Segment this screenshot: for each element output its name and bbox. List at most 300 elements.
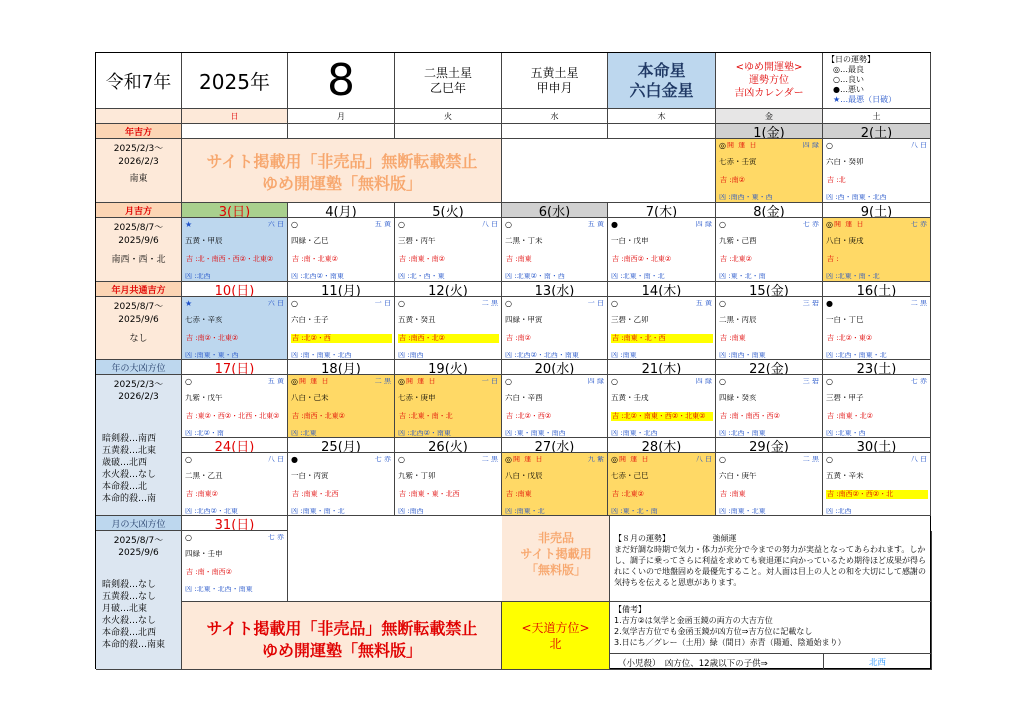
date-label: 1(金): [716, 124, 823, 139]
legend-title: 【日の運勢】: [827, 55, 875, 64]
day-cell[interactable]: [823, 375, 931, 438]
day-star: 五 黄: [587, 221, 604, 228]
date-label: 15(金): [716, 282, 823, 297]
day-kanshi: 三碧・丙午: [398, 237, 436, 245]
nen-daikyou-label: 年の大凶方位: [96, 360, 182, 375]
lucky-directions: 吉 :南西・北東②: [292, 412, 345, 420]
kaiun-label: 開 運 日: [834, 221, 865, 228]
bad-directions: 凶 :北東②・南・西: [505, 273, 565, 280]
day-kanshi: 五黄・甲辰: [185, 237, 223, 245]
day-cell[interactable]: [182, 531, 288, 602]
day-kanshi: 五黄・辛未: [826, 472, 864, 480]
fortune-box: [610, 531, 932, 602]
day-fortune-mark: ◎: [611, 456, 618, 464]
notes-line1: 1.吉方②は気学と金函玉鏡の両方の大吉方位: [614, 616, 773, 625]
bad-directions: 凶 :北東・南・北: [826, 273, 880, 280]
bad-directions: 凶 :北西②・北西・南東: [505, 352, 579, 359]
kyoutsu-dir: なし: [129, 334, 148, 344]
day-kanshi: 四緑・乙巳: [291, 237, 329, 245]
day-fortune-mark: ○: [185, 534, 192, 542]
getsu-kippou-period: 2025/8/7〜 2025/9/6: [113, 223, 164, 246]
day-star: 七 赤: [910, 221, 927, 228]
lucky-directions: 吉 :南西・北②: [398, 334, 499, 343]
day-fortune-mark: ○: [826, 456, 833, 464]
day-fortune-mark: ○: [611, 300, 618, 308]
nen-daikyou-item: 歳破…北西: [102, 458, 148, 468]
day-fortune-mark: ★: [185, 221, 193, 229]
lucky-directions: 吉 :北東②: [720, 255, 752, 263]
day-star: 六 白: [267, 221, 284, 228]
date-label: 13(水): [502, 282, 608, 297]
era-label: 令和7年: [96, 53, 182, 109]
day-kanshi: 九紫・丁卯: [398, 472, 436, 480]
day-kanshi: 七赤・辛亥: [185, 316, 223, 324]
tendou-dir: 北: [549, 636, 562, 651]
day-kanshi: 七赤・己巳: [611, 472, 649, 480]
lucky-directions: 吉 :南・南西②: [186, 568, 232, 576]
day-cell[interactable]: [823, 139, 931, 203]
day-fortune-mark: ◎: [291, 378, 298, 386]
tendou-title: <天道方位>: [521, 620, 590, 635]
lucky-directions: 吉 :北・南西・西②・北東②: [186, 255, 274, 263]
month-star: 五黄土星: [530, 65, 579, 80]
weekday-5: 金: [716, 109, 823, 124]
day-kanshi: 四緑・癸亥: [719, 394, 757, 402]
bad-directions: 凶 :東・北・南: [611, 508, 658, 515]
kyoutsu-label: 年月共通吉方: [96, 282, 182, 297]
bad-directions: 凶 :北東: [291, 430, 317, 437]
day-cell[interactable]: [716, 218, 823, 282]
small-wm-1: 非売品: [537, 531, 574, 545]
day-star: 二 黒: [910, 300, 927, 307]
brand-sub1: 運勢方位: [749, 75, 789, 86]
year-label: 2025年: [182, 53, 288, 109]
day-fortune-mark: ○: [719, 456, 726, 464]
day-kanshi: 一白・丁巳: [826, 316, 864, 324]
day-fortune-mark: ●: [291, 456, 298, 464]
day-cell[interactable]: [716, 297, 823, 360]
watermark-bottom-line2: ゆめ開運塾「無料版」: [261, 641, 422, 660]
small-wm-2: サイト掲載用: [520, 547, 592, 561]
day-cell[interactable]: [288, 297, 395, 360]
date-label: 12(火): [395, 282, 502, 297]
weekday-2: 火: [395, 109, 502, 124]
day-kanshi: 八白・戊辰: [505, 472, 543, 480]
day-fortune-mark: ★: [185, 300, 193, 308]
date-empty: [288, 124, 395, 139]
day-cell[interactable]: [502, 297, 608, 360]
day-fortune-mark: ○: [398, 456, 405, 464]
day-cell[interactable]: [502, 375, 608, 438]
day-fortune-mark: ○: [291, 300, 298, 308]
weekday-6: 土: [823, 109, 931, 124]
bad-directions: 凶 :北西②・南東: [398, 430, 451, 437]
lucky-directions: 吉 :北: [827, 176, 846, 184]
bad-directions: 凶 :南東・北: [505, 508, 545, 515]
day-star: 八 白: [481, 221, 498, 228]
day-cell[interactable]: [608, 218, 716, 282]
tsuki-daikyou-item: 水火殺…なし: [102, 616, 157, 626]
day-star: 一 白: [481, 378, 498, 385]
fortune-title: 【８月の運勢】: [614, 534, 670, 543]
bad-directions: 凶 :東・北・南: [719, 273, 766, 280]
lucky-directions: 吉 :南東: [506, 490, 532, 498]
notes-title: 【備考】: [614, 605, 646, 614]
day-star: 九 紫: [587, 456, 604, 463]
year-eto: 乙巳年: [429, 80, 466, 95]
date-empty: [608, 124, 716, 139]
date-label: 10(日): [182, 282, 288, 297]
day-cell[interactable]: [395, 297, 502, 360]
lucky-directions: 吉 :北②・東②: [827, 334, 873, 342]
tsuki-daikyou-item: 本命的殺…南東: [102, 640, 166, 650]
day-cell[interactable]: [502, 218, 608, 282]
date-label: 25(月): [288, 438, 395, 453]
date-label: 11(月): [288, 282, 395, 297]
day-fortune-mark: ○: [826, 142, 833, 150]
bad-directions: 凶 :北西②・南東: [291, 273, 344, 280]
date-label: 6(水): [502, 203, 608, 218]
day-kanshi: 七赤・壬寅: [719, 158, 757, 166]
getsu-kippou-dir: 南西・西・北: [111, 255, 166, 265]
date-empty: [182, 124, 288, 139]
date-label: 20(水): [502, 360, 608, 375]
day-cell[interactable]: [608, 297, 716, 360]
fortune-text: まだ好調な時期で気力・体力が充分で今までの努力が実益となってあらわれます。しかし、調子に乗ってさらに利益を求めても衰退運に向かっているため期待ほど成果が得られにくいので地盤固めを最優先すること。対人面は目上の人との和を大切にして感謝の気持ちを伝えると恩恵があります。: [614, 545, 926, 587]
lucky-directions: 吉 :南東・北②: [827, 412, 873, 420]
day-kanshi: 五黄・癸丑: [398, 316, 436, 324]
day-kanshi: 四緑・壬申: [185, 550, 223, 558]
fortune-header: [614, 533, 927, 544]
date-label: 18(月): [288, 360, 395, 375]
calendar-sheet: [95, 52, 931, 669]
lucky-directions: 吉 :北東②: [612, 490, 644, 498]
day-kanshi: 四緑・甲寅: [505, 316, 543, 324]
day-kanshi: 六白・壬子: [291, 316, 329, 324]
lucky-directions: 吉 :南東・南②: [399, 255, 445, 263]
year-star: 二黒土星: [423, 65, 472, 80]
date-label: 19(火): [395, 360, 502, 375]
day-cell[interactable]: [395, 218, 502, 282]
bad-directions: 凶 :南東・北東: [719, 508, 766, 515]
kaiun-label: 開 運 日: [299, 378, 330, 385]
day-fortune-mark: ○: [719, 378, 726, 386]
day-star: 四 緑: [587, 378, 604, 385]
day-star: 四 緑: [695, 378, 712, 385]
day-kanshi: 二黒・丙辰: [719, 316, 757, 324]
day-cell[interactable]: [395, 453, 502, 516]
day-star: 八 白: [910, 142, 927, 149]
day-cell[interactable]: [823, 453, 931, 516]
watermark-line1: サイト掲載用「非売品」無断転載禁止: [206, 152, 478, 171]
day-star: 七 赤: [267, 534, 284, 541]
date-label: 7(木): [608, 203, 716, 218]
tendou-box: [502, 602, 610, 670]
weekday-1: 月: [288, 109, 395, 124]
tsuki-daikyou-period: 2025/8/7〜 2025/9/6: [113, 536, 164, 558]
month-number: 8: [288, 53, 395, 109]
bad-directions: 凶 :北西: [185, 273, 211, 280]
lucky-directions: 吉 :北②・西: [291, 334, 392, 343]
tsuki-daikyou-item: 暗剣殺…なし: [102, 580, 157, 590]
day-cell[interactable]: [182, 375, 288, 438]
day-fortune-mark: ○: [719, 221, 726, 229]
day-star: 二 黒: [802, 456, 819, 463]
notes-box: [610, 602, 932, 654]
day-fortune-mark: ○: [291, 221, 298, 229]
day-fortune-mark: ○: [505, 378, 512, 386]
bad-directions: 凶 :南・南東・北西: [291, 352, 352, 359]
day-cell[interactable]: [716, 453, 823, 516]
date-label: 2(土): [823, 124, 931, 139]
day-star: 五 黄: [695, 300, 712, 307]
day-cell[interactable]: [182, 297, 288, 360]
bad-directions: 凶 :北西: [826, 508, 852, 515]
day-fortune-mark: ○: [398, 221, 405, 229]
lucky-directions: 吉 :南東・東・北西: [399, 490, 460, 498]
day-cell[interactable]: [608, 453, 716, 516]
day-cell[interactable]: [288, 218, 395, 282]
day-star: 八 白: [267, 456, 284, 463]
nen-daikyou-item: 暗剣殺…南西: [102, 434, 157, 444]
bad-directions: 凶 :北東・南・北: [611, 273, 665, 280]
honmei-star: 六白金星: [629, 80, 694, 100]
lucky-directions: 吉 :南西②・西②・北: [826, 490, 928, 499]
day-star: 七 赤: [374, 456, 391, 463]
small-wm-3: 「無料版」: [525, 563, 586, 577]
day-fortune-mark: ○: [185, 456, 192, 464]
date-label: 29(金): [716, 438, 823, 453]
nen-kippou-period: 2025/2/3〜 2026/2/3: [113, 144, 164, 167]
lucky-directions: 吉 :東②・西②・北西・北東②: [186, 412, 280, 420]
lucky-directions: 吉 :北東・南・北: [399, 412, 453, 420]
bad-directions: 凶 :北西・南東: [719, 430, 766, 437]
kaiun-label: 開 運 日: [727, 142, 758, 149]
day-kanshi: 一白・丙寅: [291, 472, 329, 480]
day-fortune-mark: ○: [719, 300, 726, 308]
date-label: 5(火): [395, 203, 502, 218]
shouni-dir: 北西: [824, 654, 932, 670]
small-watermark-box: [502, 516, 610, 602]
day-star: 一 白: [374, 300, 391, 307]
nen-kippou-dir: 南東: [129, 174, 148, 184]
kaiun-label: 開 運 日: [513, 456, 544, 463]
date-label: 28(木): [608, 438, 716, 453]
day-fortune-mark: ○: [826, 378, 833, 386]
day-star: 一 白: [587, 300, 604, 307]
honmei-label: 本命星: [637, 60, 686, 80]
day-star: 二 黒: [481, 456, 498, 463]
day-fortune-mark: ○: [505, 300, 512, 308]
day-kanshi: 三碧・乙卯: [611, 316, 649, 324]
date-label: 23(土): [823, 360, 931, 375]
date-label: 30(土): [823, 438, 931, 453]
day-star: 三 碧: [802, 300, 819, 307]
day-kanshi: 三碧・甲子: [826, 394, 864, 402]
bad-directions: 凶 :南西: [398, 352, 424, 359]
lucky-directions: 吉 :南東②: [186, 490, 218, 498]
day-kanshi: 五黄・壬戌: [611, 394, 649, 402]
bad-directions: 凶 :南東・東・西: [185, 352, 239, 359]
lucky-directions: 吉 :南②: [506, 334, 531, 342]
weekday-3: 水: [502, 109, 608, 124]
legend-worst: ★…最悪（日破）: [833, 95, 897, 104]
date-label: 9(土): [823, 203, 931, 218]
brand-title: <ゆめ開運塾>: [735, 62, 803, 73]
nen-daikyou-item: 水火殺…なし: [102, 470, 157, 480]
lucky-directions: 吉 :南東: [506, 255, 532, 263]
nen-daikyou-item: 五黄殺…北東: [102, 446, 157, 456]
watermark-bottom-line1: サイト掲載用「非売品」無断転載禁止: [206, 619, 478, 638]
date-label: 4(月): [288, 203, 395, 218]
date-label: 22(金): [716, 360, 823, 375]
day-cell[interactable]: [288, 453, 395, 516]
lucky-directions: 吉 :南・北東②: [292, 255, 338, 263]
bad-directions: 凶 :南西・南東: [719, 352, 766, 359]
day-fortune-mark: ○: [611, 378, 618, 386]
day-star: 六 白: [267, 300, 284, 307]
date-label: 26(火): [395, 438, 502, 453]
day-star: 五 黄: [267, 378, 284, 385]
notes-line2: 2.気学吉方位でも金函玉鏡が凶方位⇒吉方位に記載なし: [614, 627, 813, 636]
lucky-directions: 吉 :南東: [720, 334, 746, 342]
bad-directions: 凶 :北東・北西・南東: [185, 586, 253, 593]
legend-bad: ●…悪い: [833, 85, 864, 94]
day-cell[interactable]: [716, 139, 823, 203]
day-cell[interactable]: [823, 218, 931, 282]
day-kanshi: 六白・辛酉: [505, 394, 543, 402]
day-kanshi: 六白・庚午: [719, 472, 757, 480]
date-empty: [395, 124, 502, 139]
day-kanshi: 二黒・丁未: [505, 237, 543, 245]
bad-directions: 凶 :北西・南東・北: [826, 352, 887, 359]
bad-directions: 凶 :北東・西: [826, 430, 866, 437]
day-cell[interactable]: [395, 375, 502, 438]
day-star: 七 赤: [910, 378, 927, 385]
lucky-directions: 吉 :: [827, 255, 839, 263]
tsuki-daikyou-item: 月破…北東: [102, 604, 148, 614]
nen-kippou-label: 年吉方: [96, 124, 182, 139]
day-cell[interactable]: [502, 453, 608, 516]
date-label: 31(日): [182, 516, 288, 531]
day-cell[interactable]: [608, 375, 716, 438]
day-cell[interactable]: [823, 297, 931, 360]
day-kanshi: 九紫・戊午: [185, 394, 223, 402]
lucky-directions: 吉 :北②・南東・西②・北東②: [611, 412, 713, 421]
legend-good: ○…良い: [833, 75, 864, 84]
day-fortune-mark: ◎: [505, 456, 512, 464]
bad-directions: 凶 :南西: [398, 508, 424, 515]
nen-daikyou-item: 本命殺…北: [102, 482, 148, 492]
day-fortune-mark: ○: [505, 221, 512, 229]
tsuki-daikyou-label: 月の大凶方位: [96, 516, 182, 531]
day-star: 二 黒: [374, 378, 391, 385]
lucky-directions: 吉 :南東・北西: [292, 490, 339, 498]
bad-directions: 凶 :南西・東・西: [719, 194, 773, 201]
lucky-directions: 吉 :南東・北・西: [611, 334, 713, 343]
date-label: 24(日): [182, 438, 288, 453]
lucky-directions: 吉 :南東: [720, 490, 746, 498]
kaiun-label: 開 運 日: [619, 456, 650, 463]
kaiun-label: 開 運 日: [406, 378, 437, 385]
day-kanshi: 七赤・庚申: [398, 394, 436, 402]
day-star: 三 碧: [802, 378, 819, 385]
bad-directions: 凶 :北・西・東: [398, 273, 445, 280]
lucky-directions: 吉 :南②: [720, 176, 745, 184]
legend-best: ◎…最良: [833, 65, 864, 74]
tsuki-daikyou-item: 本命殺…北西: [102, 628, 157, 638]
day-fortune-mark: ●: [611, 221, 618, 229]
lucky-directions: 吉 :南②・北東②: [186, 334, 239, 342]
day-fortune-mark: ◎: [398, 378, 405, 386]
day-kanshi: 八白・己未: [291, 394, 329, 402]
date-empty: [502, 124, 608, 139]
brand-sub2: 吉凶カレンダー: [734, 88, 804, 99]
lucky-directions: 吉 :南・南西・西②: [720, 412, 780, 420]
day-star: 八 白: [910, 456, 927, 463]
bad-directions: 凶 :東・南東・南西: [505, 430, 566, 437]
day-kanshi: 九紫・己酉: [719, 237, 757, 245]
bad-directions: 凶 :南東・北西: [611, 430, 658, 437]
bad-directions: 凶 :南東・南・北: [291, 508, 345, 515]
bad-directions: 凶 :北②・南: [185, 430, 224, 437]
date-label: 8(金): [716, 203, 823, 218]
day-fortune-mark: ◎: [719, 142, 726, 150]
date-label: 21(木): [608, 360, 716, 375]
day-cell[interactable]: [182, 453, 288, 516]
day-kanshi: 一白・戊申: [611, 237, 649, 245]
day-kanshi: 六白・癸卯: [826, 158, 864, 166]
day-cell[interactable]: [716, 375, 823, 438]
getsu-kippou-label: 月吉方: [96, 203, 182, 218]
day-fortune-mark: ○: [185, 378, 192, 386]
day-star: 四 緑: [802, 142, 819, 149]
bad-directions: 凶 :西・南東・北西: [826, 194, 887, 201]
weekday-0: 日: [182, 109, 288, 124]
nen-daikyou-item: 本命的殺…南: [102, 494, 157, 504]
fortune-keyword: 強傾運: [712, 534, 737, 543]
date-label: 27(水): [502, 438, 608, 453]
bad-directions: 凶 :南東: [611, 352, 637, 359]
day-cell[interactable]: [288, 375, 395, 438]
watermark-line2: ゆめ開運塾「無料版」: [261, 174, 422, 193]
day-fortune-mark: ●: [826, 300, 833, 308]
day-kanshi: 八白・庚戌: [826, 237, 864, 245]
shouni-label: （小児殺） 凶方位、12歳以下の子供⇒: [610, 654, 824, 670]
day-star: 二 黒: [481, 300, 498, 307]
day-kanshi: 二黒・乙丑: [185, 472, 223, 480]
tsuki-daikyou-item: 五黄殺…なし: [102, 592, 157, 602]
day-fortune-mark: ◎: [826, 221, 833, 229]
date-label: 3(日): [182, 203, 288, 218]
day-star: 八 白: [695, 456, 712, 463]
lucky-directions: 吉 :南西②・北東②: [612, 255, 672, 263]
day-star: 七 赤: [802, 221, 819, 228]
day-cell[interactable]: [182, 218, 288, 282]
lucky-directions: 吉 :北②・西②: [506, 412, 552, 420]
day-star: 五 黄: [374, 221, 391, 228]
kyoutsu-period: 2025/8/7〜 2025/9/6: [113, 302, 164, 325]
notes-line3: 3.日にち／グレー（土用）緑（間日）赤青（陽遁、陰遁始まり）: [614, 638, 846, 647]
date-label: 14(木): [608, 282, 716, 297]
bad-directions: 凶 :北西②・北東: [185, 508, 238, 515]
day-star: 四 緑: [695, 221, 712, 228]
day-fortune-mark: ○: [398, 300, 405, 308]
watermark-block-bottom: [182, 602, 502, 670]
weekday-4: 木: [608, 109, 716, 124]
date-label: 16(土): [823, 282, 931, 297]
nen-daikyou-period: 2025/2/3〜 2026/2/3: [113, 380, 164, 402]
